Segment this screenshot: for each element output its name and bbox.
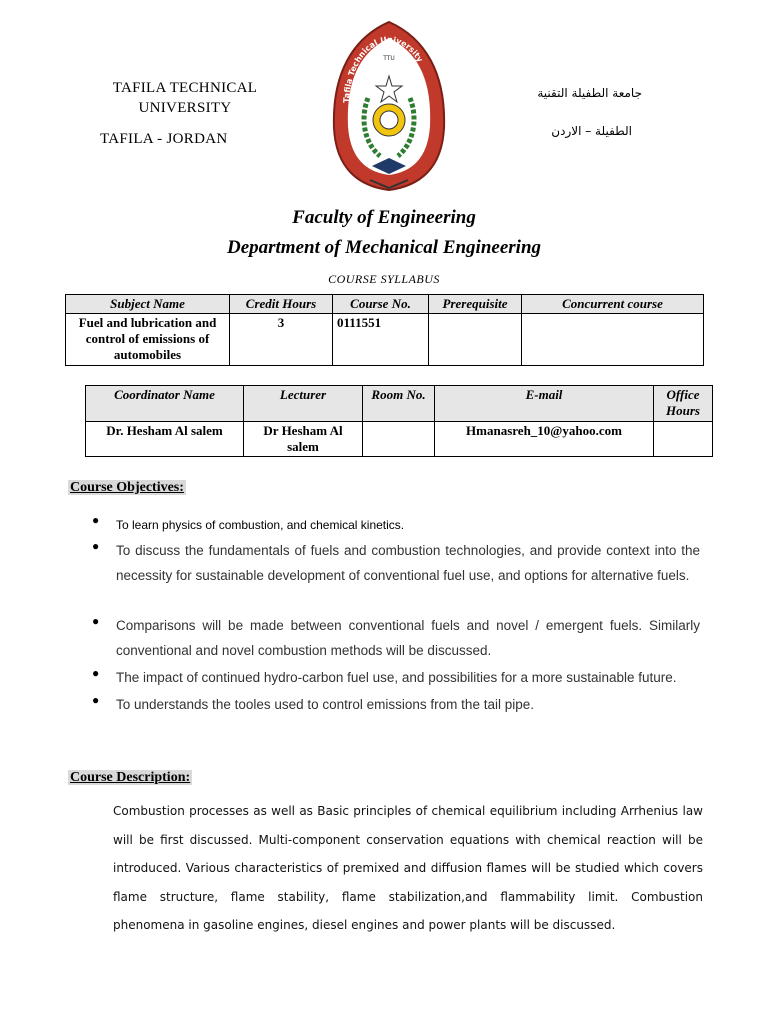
header-subject-name: Subject Name (66, 295, 230, 314)
cell-office-hours (654, 422, 713, 457)
objective-text: To understands the tooles used to control emissions from the tail pipe. (116, 697, 534, 712)
faculty-title: Faculty of Engineering (292, 207, 476, 228)
staff-table-row (86, 422, 713, 457)
staff-table (85, 385, 713, 457)
header-concurrent-course: Concurrent course (522, 295, 704, 314)
cell-prerequisite (429, 314, 522, 366)
header-room-no: Room No. (363, 386, 435, 422)
arabic-location: الطفيلة – الاردن (551, 124, 632, 138)
syllabus-title: COURSE SYLLABUS (328, 272, 440, 286)
course-table-row (66, 314, 704, 366)
course-table-header-row (66, 295, 704, 314)
bullet-icon: ● (92, 666, 100, 680)
cell-lecturer: Dr Hesham Al salem (244, 422, 363, 457)
header-coordinator-name: Coordinator Name (86, 386, 244, 422)
header-course-no: Course No. (333, 295, 429, 314)
university-location: TAFILA - JORDAN (100, 131, 228, 147)
department-title: Department of Mechanical Engineering (226, 237, 542, 258)
objectives-heading-text: Course Objectives: (70, 480, 184, 495)
university-logo (330, 18, 448, 200)
logo-ring-text: Tafila Technical University (341, 35, 425, 104)
objective-text: To discuss the fundamentals of fuels and combustion technologies, and provide context into the necessity for sustainable development of conventional fuel use, and options for alternative fuels. (116, 543, 700, 583)
cell-credit-hours: 3 (230, 314, 333, 366)
header-credit-hours: Credit Hours (230, 295, 333, 314)
bullet-icon: ● (92, 539, 100, 553)
cell-email: Hmanasreh_10@yahoo.com (435, 422, 654, 457)
arabic-university-name: جامعة الطفيلة التقنية (537, 86, 642, 100)
objectives-heading (68, 478, 186, 496)
course-description: Combustion processes as well as Basic principles of chemical equilibrium including Arrhenius law will be first discussed. Multi-component conservation equations with chemical reaction will be introduced. Various characteristics of premixed and diffusion flames will be studied which covers flame structure, flame stability, flame stabilization,and flammability limit. Combustion phenomena in gasoline engines, diesel engines and power plants will be discussed. (113, 804, 703, 932)
objective-text: To learn physics of combustion, and chemical kinetics. (116, 518, 405, 532)
cell-coordinator-name: Dr. Hesham Al salem (86, 422, 244, 457)
description-heading (68, 768, 192, 786)
objective-text: The impact of continued hydro-carbon fuel use, and possibilities for a more sustainable future. (116, 670, 677, 685)
header-prerequisite: Prerequisite (429, 295, 522, 314)
description-heading-text: Course Description: (70, 770, 191, 785)
bullet-icon: ● (92, 614, 100, 628)
header-office-hours: Office Hours (654, 386, 713, 422)
university-seal-icon (330, 18, 448, 200)
university-name-line2: UNIVERSITY (138, 100, 232, 116)
course-table (65, 294, 704, 366)
objectives-list (92, 510, 704, 720)
logo-abbrev: TTU (383, 55, 395, 62)
header-lecturer: Lecturer (244, 386, 363, 422)
staff-table-header-row (86, 386, 713, 422)
cell-room-no (363, 422, 435, 457)
bullet-icon: ● (92, 513, 100, 527)
university-name-line1: TAFILA TECHNICAL (112, 80, 258, 96)
header-email: E-mail (435, 386, 654, 422)
cell-course-no: 0111551 (333, 314, 429, 366)
university-name (95, 80, 275, 117)
cell-subject-name: Fuel and lubrication and control of emissions of automobiles (66, 314, 230, 366)
cell-concurrent-course (522, 314, 704, 366)
objective-text: Comparisons will be made between conventional fuels and novel / emergent fuels. Similarly conventional and novel combustion methods will be discussed. (116, 618, 700, 658)
bullet-icon: ● (92, 693, 100, 707)
